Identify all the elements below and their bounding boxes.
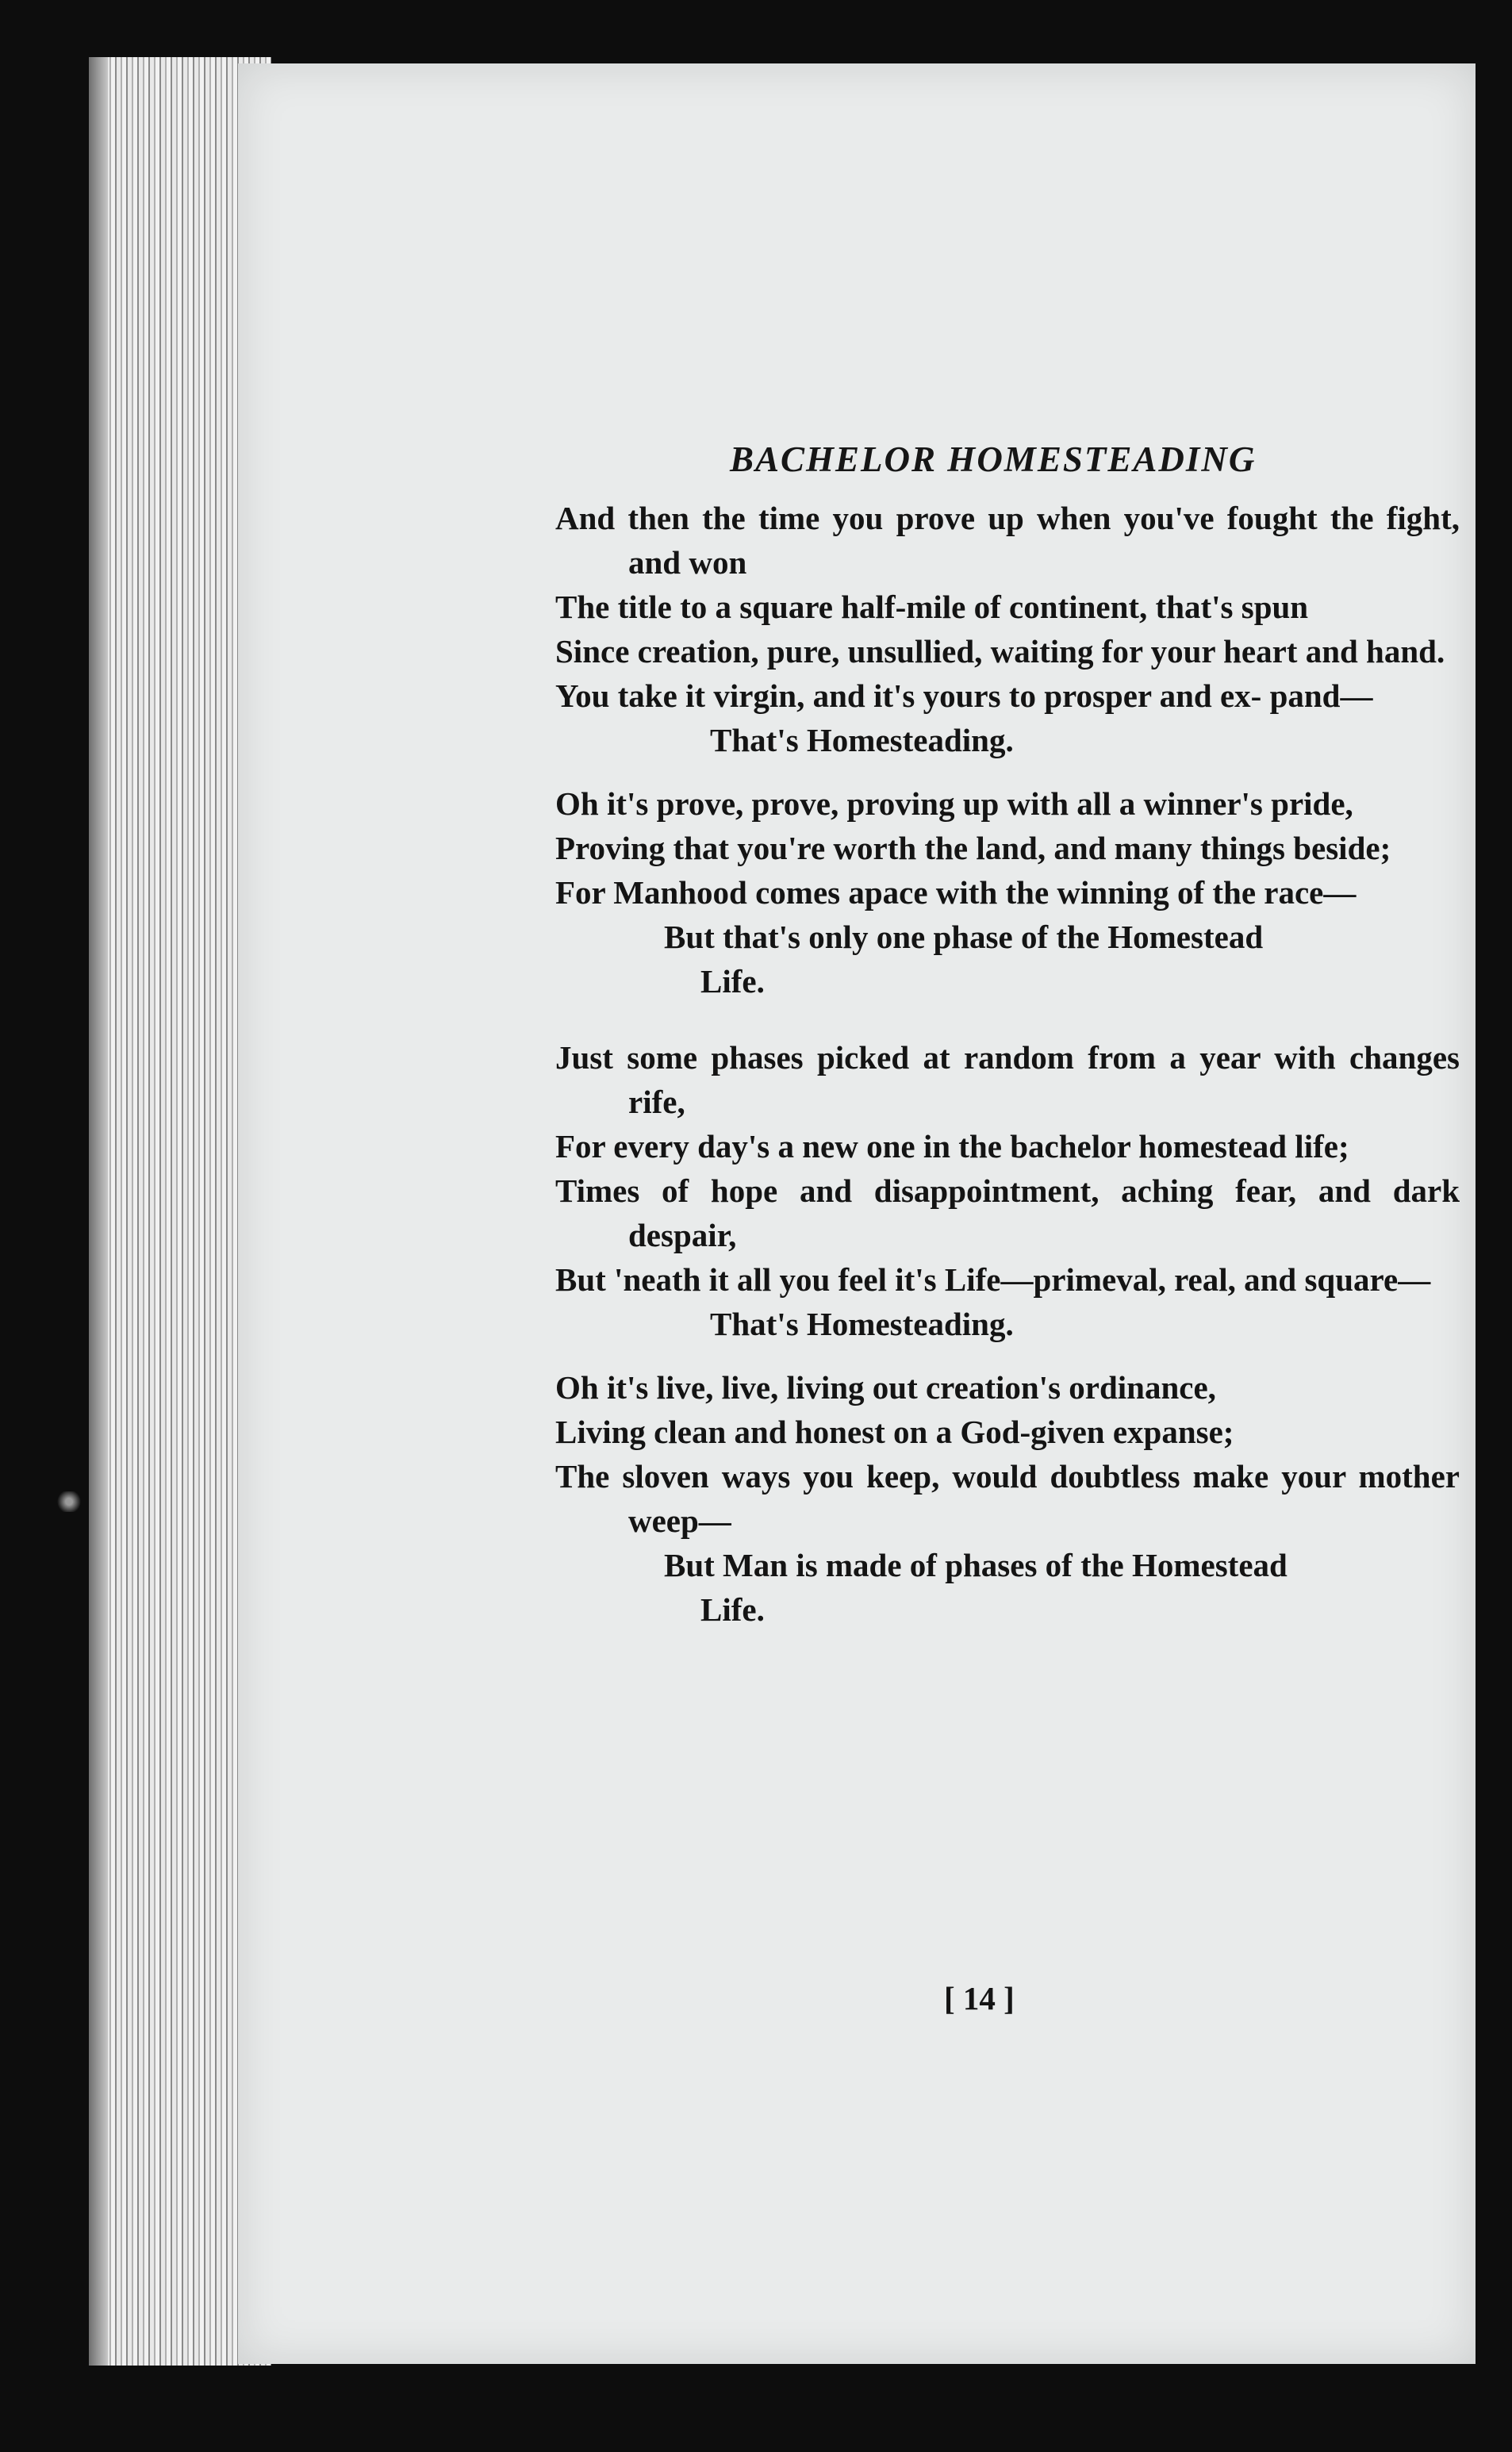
poem-line: And then the time you prove up when you've fought the fight, and won [555,500,1460,581]
refrain-text: But Man is made of phases of the Homestead [664,1547,1288,1583]
gutter-shadow [89,57,108,2366]
poem-line: The sloven ways you keep, would doubtless make your mother weep— [555,1458,1460,1539]
page-number: [ 14 ] [944,1980,1015,2016]
poem-line: Times of hope and disappointment, aching fear, and dark despair, [555,1172,1460,1253]
poem-line: But 'neath it all you feel it's Life—primeval, real, and square— [555,1261,1431,1298]
poem-line: Oh it's prove, prove, proving up with all a winner's pride, [555,785,1353,822]
poem-line: You take it virgin, and it's yours to prosper and ex- pand— [555,677,1373,714]
poem-line: Living clean and honest on a God-given expanse; [555,1414,1234,1450]
poem-line: Oh it's live, live, living out creation's ordinance, [555,1369,1216,1406]
poem-line: Proving that you're worth the land, and many things beside; [555,830,1391,866]
poem-line: Just some phases picked at random from a year with changes rife, [555,1039,1460,1120]
stanza-1 [555,496,1460,762]
stanza-2 [555,781,1460,1003]
dust-speck [56,1491,83,1512]
poem-line: For every day's a new one in the bachelor homestead life; [555,1128,1349,1165]
running-head: BACHELOR HOMESTEADING [730,439,1257,479]
poem-line: For Manhood comes apace with the winning of the race— [555,874,1357,911]
refrain-continuation: Life. [700,1591,765,1628]
refrain-text: But that's only one phase of the Homestead [664,919,1264,955]
poem-body [555,496,1460,1651]
poem-line: Since creation, pure, unsullied, waiting for your heart and hand. [555,633,1445,670]
refrain-line [555,1543,1460,1632]
refrain-line: That's Homesteading. [710,722,1014,758]
stanza-3 [555,1035,1460,1346]
refrain-line: That's Homesteading. [710,1306,1014,1342]
refrain-line [555,915,1460,1003]
stanza-4 [555,1365,1460,1632]
poem-line: The title to a square half-mile of continent, that's spun [555,589,1309,625]
refrain-continuation: Life. [700,963,765,1000]
